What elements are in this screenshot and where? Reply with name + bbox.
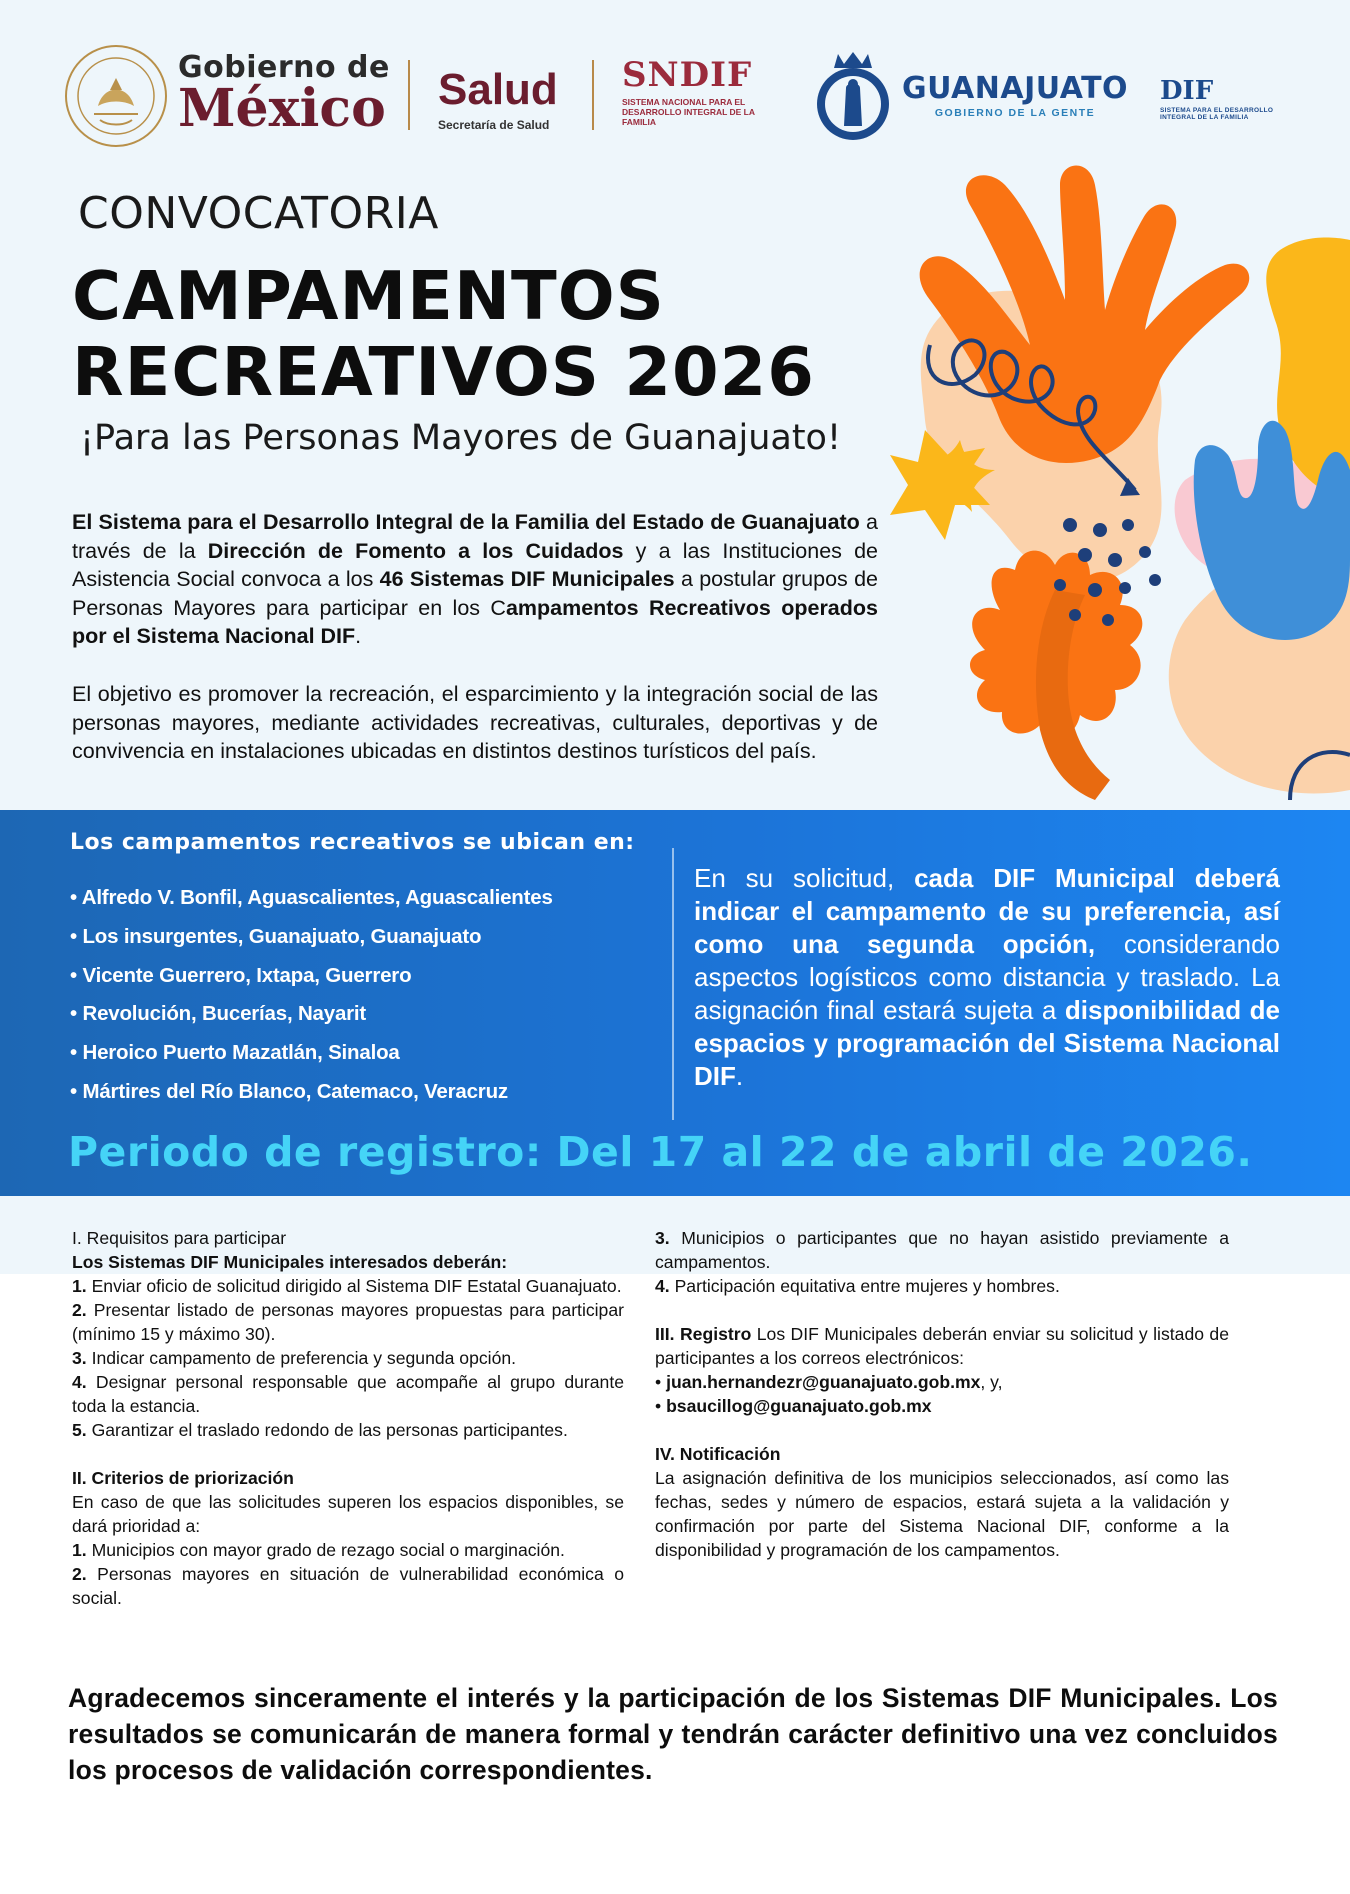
criteria-heading: [72, 1466, 624, 1490]
item-text: Municipios o participantes que no hayan asistido previamente a campamentos.: [655, 1228, 1229, 1272]
locations-band: [0, 810, 1350, 1196]
intro-bold-3: 46 Sistemas DIF Municipales: [379, 567, 675, 591]
intro-text-1: a través de la: [72, 510, 878, 563]
gobierno-mexico-logo: [178, 50, 390, 139]
requirement-item: [72, 1346, 624, 1370]
requirement-item: [72, 1298, 624, 1346]
notification-heading-text: IV. Notificación: [655, 1444, 781, 1464]
item-text: Garantizar el traslado redondo de las personas participantes.: [86, 1420, 568, 1440]
item-text: Enviar oficio de solicitud dirigido al Sistema DIF Estatal Guanajuato.: [86, 1276, 622, 1296]
right-column: [655, 1226, 1229, 1562]
location-item: • Heroico Puerto Mazatlán, Sinaloa: [70, 1041, 400, 1065]
bullet: •: [655, 1372, 667, 1392]
locations-heading: Los campamentos recreativos se ubican en:: [70, 830, 635, 855]
item-text: Municipios con mayor grado de rezago social o marginación.: [86, 1540, 565, 1560]
item-number: 5.: [72, 1420, 87, 1440]
salud-name: Salud: [438, 65, 558, 114]
item-text: Participación equitativa entre mujeres y hombres.: [669, 1276, 1060, 1296]
sndif-logo: [622, 55, 772, 127]
dif-logo: [1160, 78, 1290, 122]
top-area: [0, 0, 1350, 810]
item-text: Designar personal responsable que acompañe al grupo durante toda la estancia.: [72, 1372, 624, 1416]
salud-logo: [438, 65, 558, 132]
guanajuato-logo: [902, 71, 1129, 119]
item-number: 3.: [72, 1348, 87, 1368]
email-item: [655, 1370, 1229, 1394]
requirements-heading: I. Requisitos para participar: [72, 1228, 287, 1248]
logo-divider: [408, 60, 410, 130]
locations-list: [70, 886, 553, 1119]
logo-divider: [592, 60, 594, 130]
guanajuato-name: GUANAJUATO: [902, 71, 1129, 106]
intro-paragraph: [72, 508, 878, 651]
logo-bar: [64, 40, 1290, 150]
application-bold-1: cada DIF Municipal deberá indicar el campamento de su preferencia, así como una segunda opción,: [694, 863, 1280, 959]
page-title: [72, 258, 815, 410]
criteria-item: [72, 1538, 624, 1562]
registration-heading: III. Registro: [655, 1324, 752, 1344]
registration-paragraph: [655, 1322, 1229, 1370]
intro-bold-1: El Sistema para el Desarrollo Integral de la Familia del Estado de Guanajuato: [72, 510, 860, 534]
location-item: • Revolución, Bucerías, Nayarit: [70, 1002, 367, 1026]
criteria-lead: En caso de que las solicitudes superen los espacios disponibles, se dará prioridad a:: [72, 1492, 624, 1536]
item-number: 3.: [655, 1228, 670, 1248]
criteria-heading-text: II. Criterios de priorización: [72, 1468, 294, 1488]
requirements-lead-text: Los Sistemas DIF Municipales interesados deberán:: [72, 1252, 508, 1272]
convocatoria-label: CONVOCATORIA: [78, 188, 439, 239]
location-item: • Los insurgentes, Guanajuato, Guanajuato: [70, 924, 482, 948]
dif-name: DIF: [1160, 76, 1214, 106]
item-number: 4.: [655, 1276, 670, 1296]
item-text: Personas mayores en situación de vulnerabilidad económica o social.: [72, 1564, 624, 1608]
criteria-item: [655, 1226, 1229, 1274]
registration-text: Los DIF Municipales deberán enviar su solicitud y listado de participantes a los correos electrónicos:: [655, 1324, 1229, 1368]
application-note: [694, 862, 1280, 1093]
left-column: [72, 1226, 624, 1610]
item-number: 2.: [72, 1564, 87, 1584]
location-item: • Alfredo V. Bonfil, Aguascalientes, Aguascalientes: [70, 886, 553, 909]
bullet: •: [655, 1396, 667, 1416]
notification-text: La asignación definitiva de los municipios seleccionados, así como las fechas, sedes y número de espacios, estará sujeta a la validación y confirmación por parte del Sistema Nacional DIF, conforme a la disponibilidad y programación de los campamentos.: [655, 1468, 1229, 1560]
criteria-item: [655, 1274, 1229, 1298]
sndif-name: SNDIF: [622, 55, 753, 95]
intro-bold-2: Dirección de Fomento a los Cuidados: [207, 538, 624, 563]
requirement-item: [72, 1274, 624, 1298]
gobierno-line1: Gobierno de: [178, 50, 390, 85]
item-text: Indicar campamento de preferencia y segunda opción.: [86, 1348, 517, 1368]
salud-sub: Secretaría de Salud: [438, 118, 550, 132]
location-item: • Vicente Guerrero, Ixtapa, Guerrero: [70, 963, 412, 987]
email-link[interactable]: bsaucillog@guanajuato.gob.mx: [666, 1396, 932, 1416]
dif-sub: SISTEMA PARA EL DESARROLLO INTEGRAL DE LA FAMILIA: [1160, 107, 1274, 122]
band-divider: [672, 848, 674, 1120]
notification-heading: [655, 1442, 1229, 1466]
registration-period: Periodo de registro: Del 17 al 22 de abril de 2026.: [68, 1128, 1253, 1176]
requirement-item: [72, 1418, 624, 1442]
application-text-1: En su solicitud,: [694, 863, 915, 893]
mexico-seal-icon: [64, 44, 168, 148]
application-text-3: .: [735, 1061, 744, 1091]
intro-text-4: .: [355, 624, 362, 648]
requirements-lead: [72, 1250, 624, 1274]
item-number: 1.: [72, 1276, 87, 1296]
gobierno-line2: México: [178, 78, 386, 139]
application-bold-2: disponibilidad de espacios y programación del Sistema Nacional DIF: [694, 995, 1280, 1091]
closing-paragraph: Agradecemos sinceramente el interés y la participación de los Sistemas DIF Municipales. Los resultados se comunicarán de manera formal y tendrán carácter definitivo una vez concluidos los procesos de validación correspondientes.: [68, 1683, 1278, 1785]
email-item: [655, 1394, 1229, 1418]
title-line2: RECREATIVOS 2026: [72, 333, 815, 411]
title-line1: CAMPAMENTOS: [72, 257, 665, 335]
guanajuato-sub: GOBIERNO DE LA GENTE: [934, 107, 1096, 119]
intro-text-2: y a las Instituciones de Asistencia Social convoca a los: [72, 538, 878, 591]
objective-paragraph: El objetivo es promover la recreación, el esparcimiento y la integración social de las personas mayores, mediante actividades recreativas, culturales, deportivas y de convivencia en instalaciones ubicadas en distintos destinos turísticos del país.: [72, 682, 878, 763]
location-item: • Mártires del Río Blanco, Catemaco, Veracruz: [70, 1079, 508, 1103]
email-link[interactable]: juan.hernandezr@guanajuato.gob.mx: [666, 1372, 981, 1392]
criteria-item: [72, 1562, 624, 1610]
page-subtitle: ¡Para las Personas Mayores de Guanajuato!: [80, 418, 841, 458]
application-text-2: considerando aspectos logísticos como distancia y traslado. La asignación final estará sujeta a: [694, 929, 1280, 1025]
item-number: 2.: [72, 1300, 87, 1320]
requirement-item: [72, 1370, 624, 1418]
email-suffix: , y,: [980, 1372, 1003, 1392]
item-text: Presentar listado de personas mayores propuestas para participar (mínimo 15 y máximo 30).: [72, 1300, 624, 1344]
sndif-sub: SISTEMA NACIONAL PARA EL DESARROLLO INTEGRAL DE LA FAMILIA: [622, 97, 755, 127]
intro-bold-4: ampamentos Recreativos operados por el Sistema Nacional DIF: [72, 595, 878, 648]
guanajuato-seal-icon: [810, 48, 896, 144]
item-number: 4.: [72, 1372, 87, 1392]
item-number: 1.: [72, 1540, 87, 1560]
intro-text-3: a postular grupos de Personas Mayores para participar en los C: [72, 567, 879, 620]
